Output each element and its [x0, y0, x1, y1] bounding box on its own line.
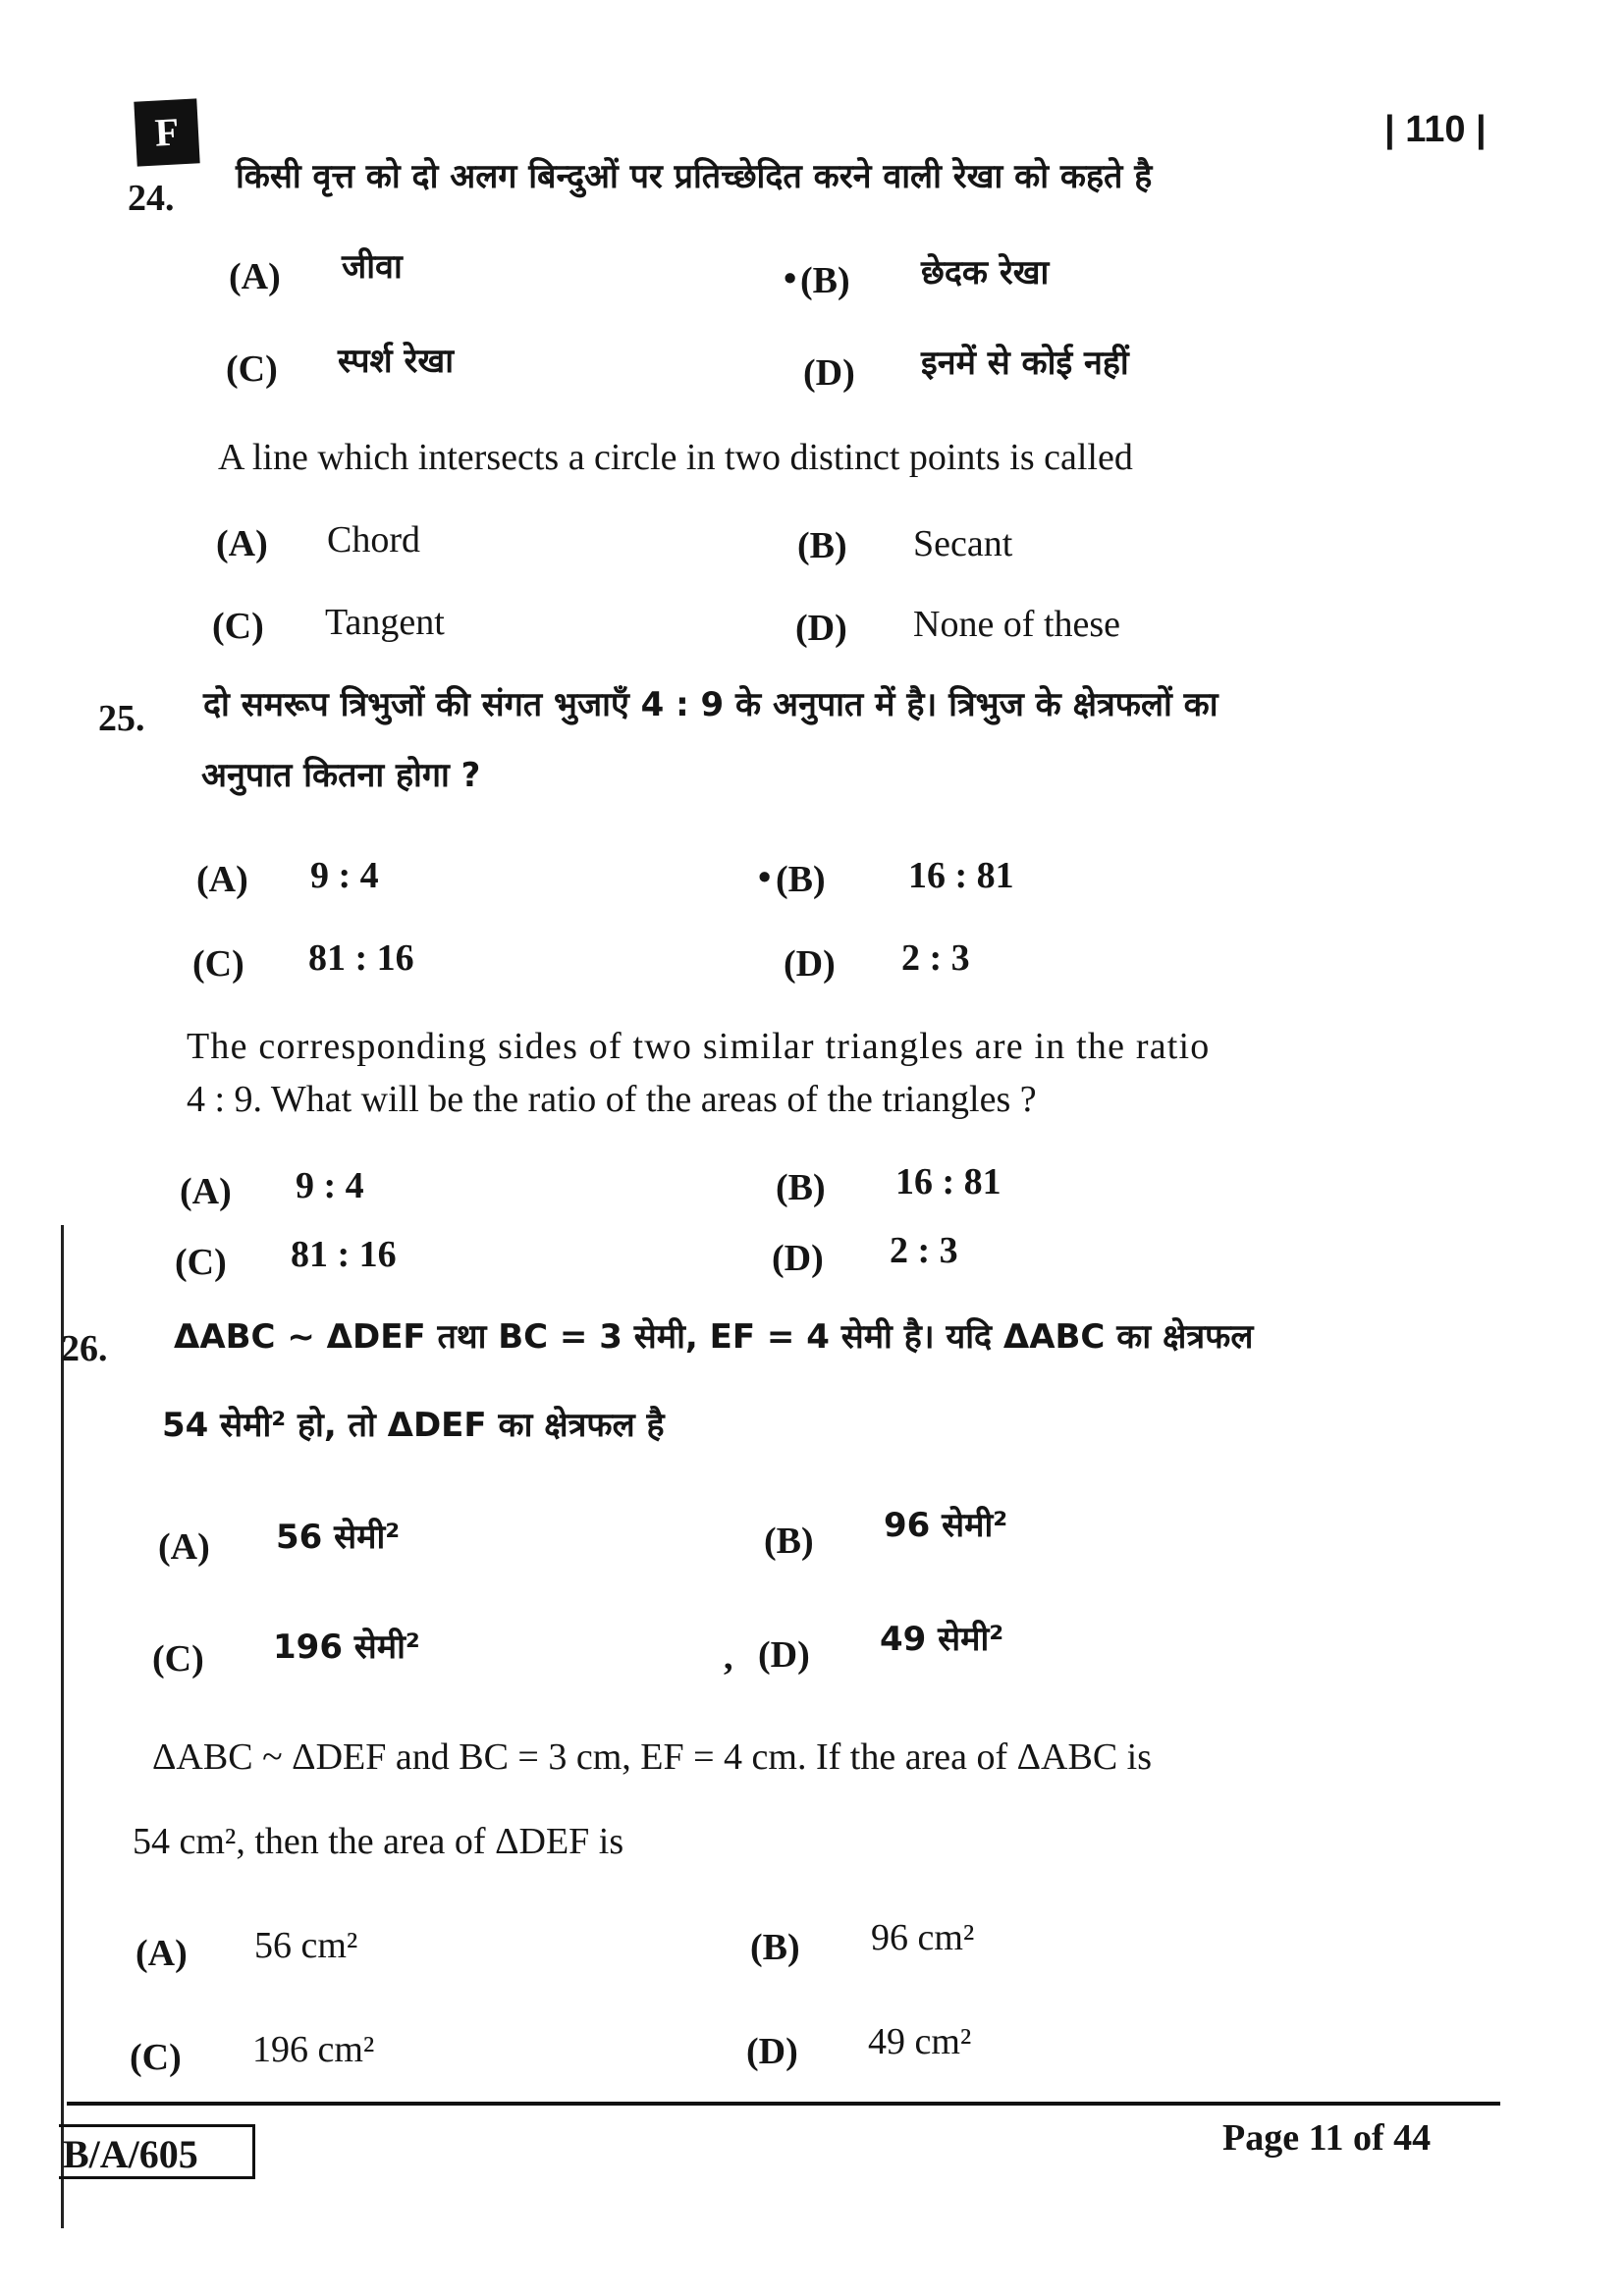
option-label: (A) [229, 256, 281, 297]
question-text-english: 54 cm², then the area of ΔDEF is [133, 1821, 624, 1862]
answer-mark: , [724, 1636, 733, 1678]
page-marker: | 110 | [1384, 109, 1487, 150]
option-text: 2 : 3 [901, 937, 970, 979]
question-text-hindi: ΔABC ~ ΔDEF तथा BC = 3 सेमी, EF = 4 सेमी है। यदि ΔABC का क्षेत्रफल [174, 1317, 1254, 1357]
option-label: (A) [158, 1526, 210, 1568]
option-label: (D) [795, 608, 847, 649]
option-text: 196 सेमी² [273, 1628, 420, 1667]
option-text: 81 : 16 [291, 1234, 397, 1275]
option-label: (C) [226, 348, 278, 390]
option-text: 56 cm² [254, 1925, 358, 1966]
option-text: Chord [327, 519, 420, 561]
footer-rule [67, 2102, 1500, 2106]
question-text-english: ΔABC ~ ΔDEF and BC = 3 cm, EF = 4 cm. If the area of ΔABC is [152, 1736, 1153, 1778]
option-text: जीवा [342, 247, 403, 287]
page-number: Page 11 of 44 [1222, 2117, 1432, 2159]
option-text: 96 cm² [871, 1917, 975, 1958]
option-label: (D) [784, 943, 836, 985]
option-label: (D) [746, 2031, 798, 2072]
option-label: (A) [180, 1171, 232, 1212]
option-label: (B) [764, 1521, 814, 1562]
paper-code: B/A/605 [59, 2124, 255, 2179]
question-text-english: 4 : 9. What will be the ratio of the areas of the triangles ? [187, 1079, 1037, 1120]
option-text: Tangent [325, 602, 445, 643]
option-text: 96 सेमी² [884, 1506, 1008, 1545]
option-text: इनमें से कोई नहीं [921, 344, 1129, 383]
option-label: (D) [772, 1238, 824, 1279]
option-label: (C) [130, 2037, 182, 2078]
option-text: 81 : 16 [308, 937, 414, 979]
question-number: 26. [61, 1328, 108, 1369]
question-text-english: The corresponding sides of two similar triangles are in the ratio [187, 1026, 1211, 1067]
option-text: स्पर्श रेखा [338, 342, 455, 381]
question-text-hindi: किसी वृत्त को दो अलग बिन्दुओं पर प्रतिच्छेदित करने वाली रेखा को कहते है [236, 157, 1153, 196]
option-label: (C) [175, 1242, 227, 1283]
series-label-box: F [134, 98, 199, 166]
option-label: (C) [212, 606, 264, 647]
option-label: (C) [192, 943, 244, 985]
question-text-english: A line which intersects a circle in two distinct points is called [218, 437, 1133, 478]
option-label: (C) [152, 1638, 204, 1680]
option-label: (B) [776, 1167, 826, 1208]
answer-mark: • [784, 258, 797, 299]
option-label: (B) [776, 859, 826, 900]
option-label: (B) [800, 260, 850, 301]
option-text: 49 सेमी² [880, 1620, 1004, 1659]
option-text: 9 : 4 [310, 855, 379, 896]
option-text: 9 : 4 [296, 1165, 364, 1206]
option-text: 56 सेमी² [276, 1518, 401, 1557]
option-label: (A) [196, 859, 248, 900]
option-text: Secant [913, 523, 1013, 564]
question-text-hindi: 54 सेमी² हो, तो ΔDEF का क्षेत्रफल है [162, 1406, 665, 1445]
option-text: 16 : 81 [895, 1161, 1001, 1202]
option-label: (A) [135, 1933, 188, 1974]
question-number: 24. [128, 178, 175, 219]
option-text: 49 cm² [868, 2021, 972, 2062]
option-label: (D) [758, 1634, 810, 1676]
option-text: 2 : 3 [890, 1230, 958, 1271]
question-text-hindi: अनुपात कितना होगा ? [201, 756, 481, 795]
option-label: (B) [797, 525, 847, 566]
option-label: (B) [750, 1927, 800, 1968]
question-text-hindi: दो समरूप त्रिभुजों की संगत भुजाएँ 4 : 9 के अनुपात में है। त्रिभुज के क्षेत्रफलों का [203, 685, 1218, 724]
question-number: 25. [98, 698, 145, 739]
option-label: (A) [216, 523, 268, 564]
option-text: 196 cm² [252, 2029, 375, 2070]
margin-line [61, 1225, 64, 2228]
option-text: छेदक रेखा [921, 253, 1050, 293]
option-text: 16 : 81 [908, 855, 1014, 896]
answer-mark: • [758, 857, 772, 898]
option-label: (D) [803, 352, 855, 394]
option-text: None of these [913, 604, 1121, 645]
